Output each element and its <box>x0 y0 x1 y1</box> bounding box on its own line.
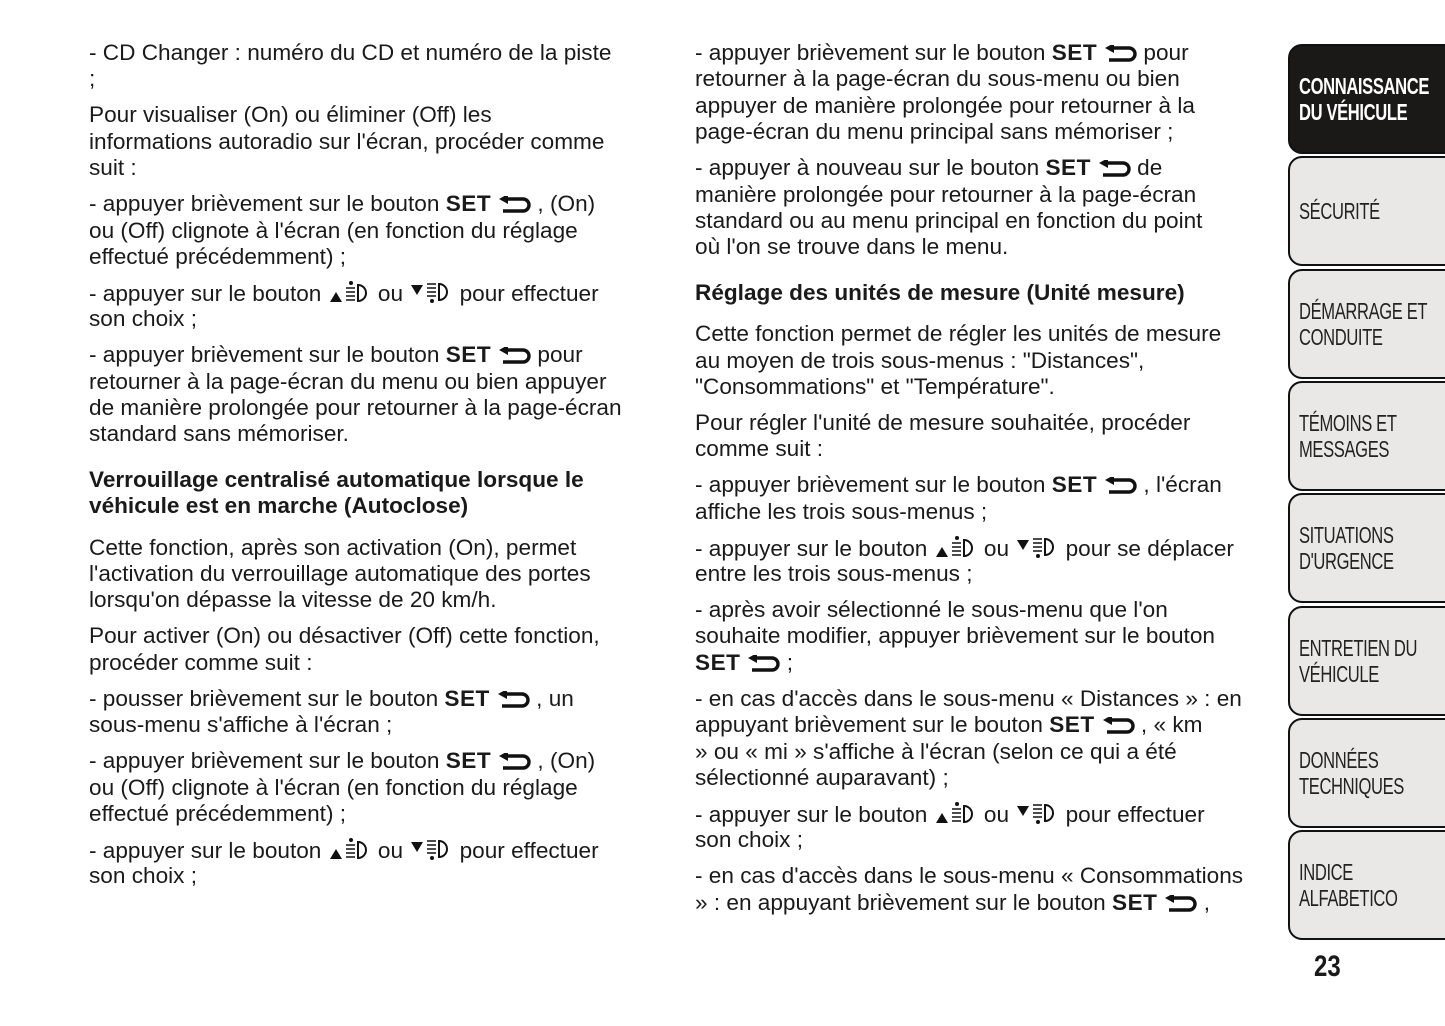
text-line <box>695 650 1285 676</box>
text: - appuyer sur le bouton <box>695 535 934 561</box>
text: comme suit : <box>695 436 824 462</box>
text-line <box>695 182 1285 208</box>
text-line <box>89 775 679 801</box>
text: appuyant brièvement sur le bouton <box>695 712 1050 738</box>
up-headlight-icon <box>328 837 372 867</box>
text: Réglage des unités de mesure (Unité mesure) <box>695 279 1185 305</box>
text-line <box>89 244 679 270</box>
text: » ou « mi » s'affiche à l'écran (selon ce qui a été <box>695 738 1177 764</box>
text: - appuyer brièvement sur le bouton <box>89 748 446 774</box>
text-line <box>89 40 679 66</box>
text: , un <box>529 685 574 711</box>
text: de <box>1130 155 1163 181</box>
return-arrow-icon <box>746 653 780 679</box>
text: véhicule est en marche (Autoclose) <box>89 493 469 519</box>
paragraph <box>695 410 1285 463</box>
text-line <box>89 801 679 827</box>
text-line <box>695 374 1285 400</box>
text-line <box>695 561 1285 587</box>
set-button-label: SET <box>695 649 741 675</box>
text: pour se déplacer <box>1059 535 1234 561</box>
text: Cette fonction, après son activation (On), permet <box>89 534 577 560</box>
text: , (On) <box>531 748 596 774</box>
chapter-tab-label: SÉCURITÉ <box>1299 198 1380 225</box>
chapter-tab-label: INDICE ALFABETICO <box>1299 859 1398 912</box>
text-line <box>695 119 1285 145</box>
text: son choix ; <box>695 827 804 853</box>
text: Pour activer (On) ou désactiver (Off) cette fonction, <box>89 623 600 649</box>
text: où l'on se trouve dans le menu. <box>695 234 1009 260</box>
paragraph <box>695 801 1285 854</box>
text-line <box>89 748 679 774</box>
text: - appuyer brièvement sur le bouton <box>695 472 1052 498</box>
text: manière prolongée pour retourner à la page-écran <box>695 181 1197 207</box>
text-line <box>89 837 679 863</box>
text-line <box>695 712 1285 738</box>
text-line <box>695 597 1285 623</box>
set-button-label: SET <box>1112 889 1158 915</box>
text-line <box>89 467 679 493</box>
down-headlight-icon <box>1015 535 1059 565</box>
text-line <box>695 765 1285 791</box>
text: , <box>1197 889 1211 915</box>
paragraph <box>695 472 1285 525</box>
text-line <box>695 890 1285 916</box>
text: Pour régler l'unité de mesure souhaitée, procéder <box>695 409 1191 435</box>
text-line <box>695 208 1285 234</box>
section-heading <box>89 467 679 520</box>
text: entre les trois sous-menus ; <box>695 561 973 587</box>
paragraph <box>89 280 679 333</box>
chapter-tab-label: SITUATIONS D'URGENCE <box>1299 522 1394 575</box>
text-line <box>695 686 1285 712</box>
text: appuyer de manière prolongée pour retourner à la <box>695 92 1195 118</box>
text: - appuyer sur le bouton <box>89 280 328 306</box>
text-line <box>89 493 679 519</box>
text-line <box>89 421 679 447</box>
text-line <box>695 321 1285 347</box>
text-line <box>695 40 1285 66</box>
text: ou <box>371 837 410 863</box>
text: ou <box>371 280 410 306</box>
text: - appuyer sur le bouton <box>89 837 328 863</box>
paragraph <box>89 837 679 890</box>
text-line <box>695 348 1285 374</box>
text-line <box>89 280 679 306</box>
text: - en cas d'accès dans le sous-menu « Consommations <box>695 863 1244 889</box>
text-line <box>89 686 679 712</box>
paragraph <box>695 686 1285 792</box>
text-line <box>89 218 679 244</box>
text: page-écran du menu principal sans mémoriser ; <box>695 119 1174 145</box>
return-arrow-icon <box>1103 475 1137 501</box>
paragraph <box>89 102 679 181</box>
text-line <box>89 561 679 587</box>
text: ou (Off) clignote à l'écran (en fonction du réglage <box>89 217 578 243</box>
text-line <box>89 129 679 155</box>
text-line <box>695 863 1285 889</box>
text: effectué précédemment) ; <box>89 800 347 826</box>
text: - en cas d'accès dans le sous-menu « Distances » : en <box>695 685 1242 711</box>
paragraph <box>89 191 679 270</box>
text-line <box>89 587 679 613</box>
chapter-tab-label: CONNAISSANCE DU VÉHICULE <box>1299 73 1430 125</box>
text-line <box>89 191 679 217</box>
up-headlight-icon <box>934 801 978 831</box>
text-line <box>695 155 1285 181</box>
paragraph <box>89 748 679 827</box>
text-line <box>695 623 1285 649</box>
text: sous-menu s'affiche à l'écran ; <box>89 712 393 738</box>
chapter-tab-label: TÉMOINS ET MESSAGES <box>1299 409 1397 462</box>
text-line <box>89 155 679 181</box>
text: Pour visualiser (On) ou éliminer (Off) les <box>89 102 492 128</box>
text: standard ou au menu principal en fonction du point <box>695 207 1203 233</box>
text: informations autoradio sur l'écran, procéder comme <box>89 128 605 154</box>
text: pour effectuer <box>453 837 599 863</box>
text-line <box>695 234 1285 260</box>
return-arrow-icon <box>496 689 530 715</box>
set-button-label: SET <box>1049 712 1095 738</box>
set-button-label: SET <box>445 342 492 368</box>
text: , « km <box>1134 712 1203 738</box>
paragraph <box>89 342 679 448</box>
text: - appuyer à nouveau sur le bouton <box>695 155 1046 181</box>
text-line <box>695 801 1285 827</box>
text: sélectionné auparavant) ; <box>695 764 949 790</box>
text-line <box>695 827 1285 853</box>
text-line <box>89 712 679 738</box>
up-headlight-icon <box>328 280 372 310</box>
text-line <box>695 436 1285 462</box>
text: pour <box>1137 40 1189 65</box>
set-button-label: SET <box>1051 472 1098 498</box>
text: - après avoir sélectionné le sous-menu que l'on <box>695 597 1168 622</box>
text: Verrouillage centralisé automatique lorsque le <box>89 466 584 492</box>
text: retourner à la page-écran du menu ou bien appuyer <box>89 368 607 394</box>
set-button-label: SET <box>445 748 492 774</box>
text: » : en appuyant brièvement sur le bouton <box>695 889 1113 915</box>
chapter-tab[interactable] <box>1288 606 1445 716</box>
text-line <box>695 410 1285 436</box>
paragraph <box>89 623 679 676</box>
text: effectué précédemment) ; <box>89 243 347 269</box>
text-line <box>89 623 679 649</box>
text-line <box>89 102 679 128</box>
text: - CD Changer : numéro du CD et numéro de la piste <box>89 40 612 65</box>
text-line <box>89 395 679 421</box>
text-column-right <box>695 40 1285 926</box>
text-line <box>89 535 679 561</box>
text: au moyen de trois sous-menus : "Distances", <box>695 347 1145 373</box>
page-number: 23 <box>1314 950 1341 983</box>
chapter-tab-label: DONNÉES TECHNIQUES <box>1299 746 1404 799</box>
text: - pousser brièvement sur le bouton <box>89 685 445 711</box>
set-button-label: SET <box>1051 40 1098 65</box>
text-line <box>89 863 679 889</box>
text: affiche les trois sous-menus ; <box>695 498 988 524</box>
paragraph <box>695 40 1285 146</box>
text-line <box>695 535 1285 561</box>
text: son choix ; <box>89 306 198 332</box>
down-headlight-icon <box>409 837 453 867</box>
paragraph <box>695 863 1285 916</box>
text: pour effectuer <box>1059 801 1205 827</box>
text-line <box>89 650 679 676</box>
text-line <box>695 472 1285 498</box>
text: Cette fonction permet de régler les unités de mesure <box>695 321 1222 347</box>
text: ou <box>977 801 1016 827</box>
chapter-tab-label: DÉMARRAGE ET CONDUITE <box>1299 297 1428 350</box>
text: , (On) <box>531 191 596 217</box>
paragraph <box>695 535 1285 588</box>
paragraph <box>89 40 679 93</box>
text: retourner à la page-écran du sous-menu ou bien <box>695 66 1180 92</box>
paragraph <box>89 686 679 739</box>
section-heading <box>695 280 1285 306</box>
chapter-tab[interactable] <box>1288 718 1445 828</box>
text-line <box>695 280 1285 306</box>
text: ; <box>89 66 96 92</box>
chapter-tab[interactable] <box>1288 381 1445 491</box>
down-headlight-icon <box>1015 801 1059 831</box>
text-column-left <box>89 40 679 899</box>
text: , l'écran <box>1137 472 1222 498</box>
text: de manière prolongée pour retourner à la page-écran <box>89 395 622 421</box>
text: ou <box>977 535 1016 561</box>
text: souhaite modifier, appuyer brièvement sur le bouton <box>695 623 1215 649</box>
text: procéder comme suit : <box>89 649 313 675</box>
text: l'activation du verrouillage automatique des portes <box>89 561 591 587</box>
set-button-label: SET <box>445 191 492 217</box>
paragraph <box>695 597 1285 676</box>
text-line <box>89 306 679 332</box>
paragraph <box>89 535 679 614</box>
text-line <box>695 66 1285 92</box>
text-line <box>89 342 679 368</box>
text: "Consommations" et "Température". <box>695 373 1055 399</box>
set-button-label: SET <box>1045 155 1091 181</box>
chapter-tab[interactable] <box>1288 44 1445 154</box>
text-line <box>695 499 1285 525</box>
text: pour <box>531 342 583 368</box>
paragraph <box>695 321 1285 400</box>
text-line <box>695 93 1285 119</box>
text-line <box>695 739 1285 765</box>
text: ; <box>780 649 794 675</box>
text: - appuyer brièvement sur le bouton <box>695 40 1052 65</box>
text: - appuyer brièvement sur le bouton <box>89 191 446 217</box>
text: standard sans mémoriser. <box>89 421 349 447</box>
chapter-tab[interactable] <box>1288 156 1445 266</box>
return-arrow-icon <box>1163 893 1197 919</box>
down-headlight-icon <box>409 280 453 310</box>
text: - appuyer brièvement sur le bouton <box>89 342 446 368</box>
text: - appuyer sur le bouton <box>695 801 934 827</box>
text-line <box>89 369 679 395</box>
paragraph <box>695 155 1285 261</box>
text: suit : <box>89 155 137 181</box>
chapter-tab-label: ENTRETIEN DU VÉHICULE <box>1299 634 1418 687</box>
text: ou (Off) clignote à l'écran (en fonction du réglage <box>89 774 578 800</box>
text: lorsqu'on dépasse la vitesse de 20 km/h. <box>89 587 497 613</box>
text: pour effectuer <box>453 280 599 306</box>
set-button-label: SET <box>444 685 490 711</box>
chapter-tab[interactable] <box>1288 493 1445 603</box>
chapter-tab[interactable] <box>1288 269 1445 379</box>
chapter-tab[interactable] <box>1288 830 1445 940</box>
text: son choix ; <box>89 863 198 889</box>
text-line <box>89 66 679 92</box>
